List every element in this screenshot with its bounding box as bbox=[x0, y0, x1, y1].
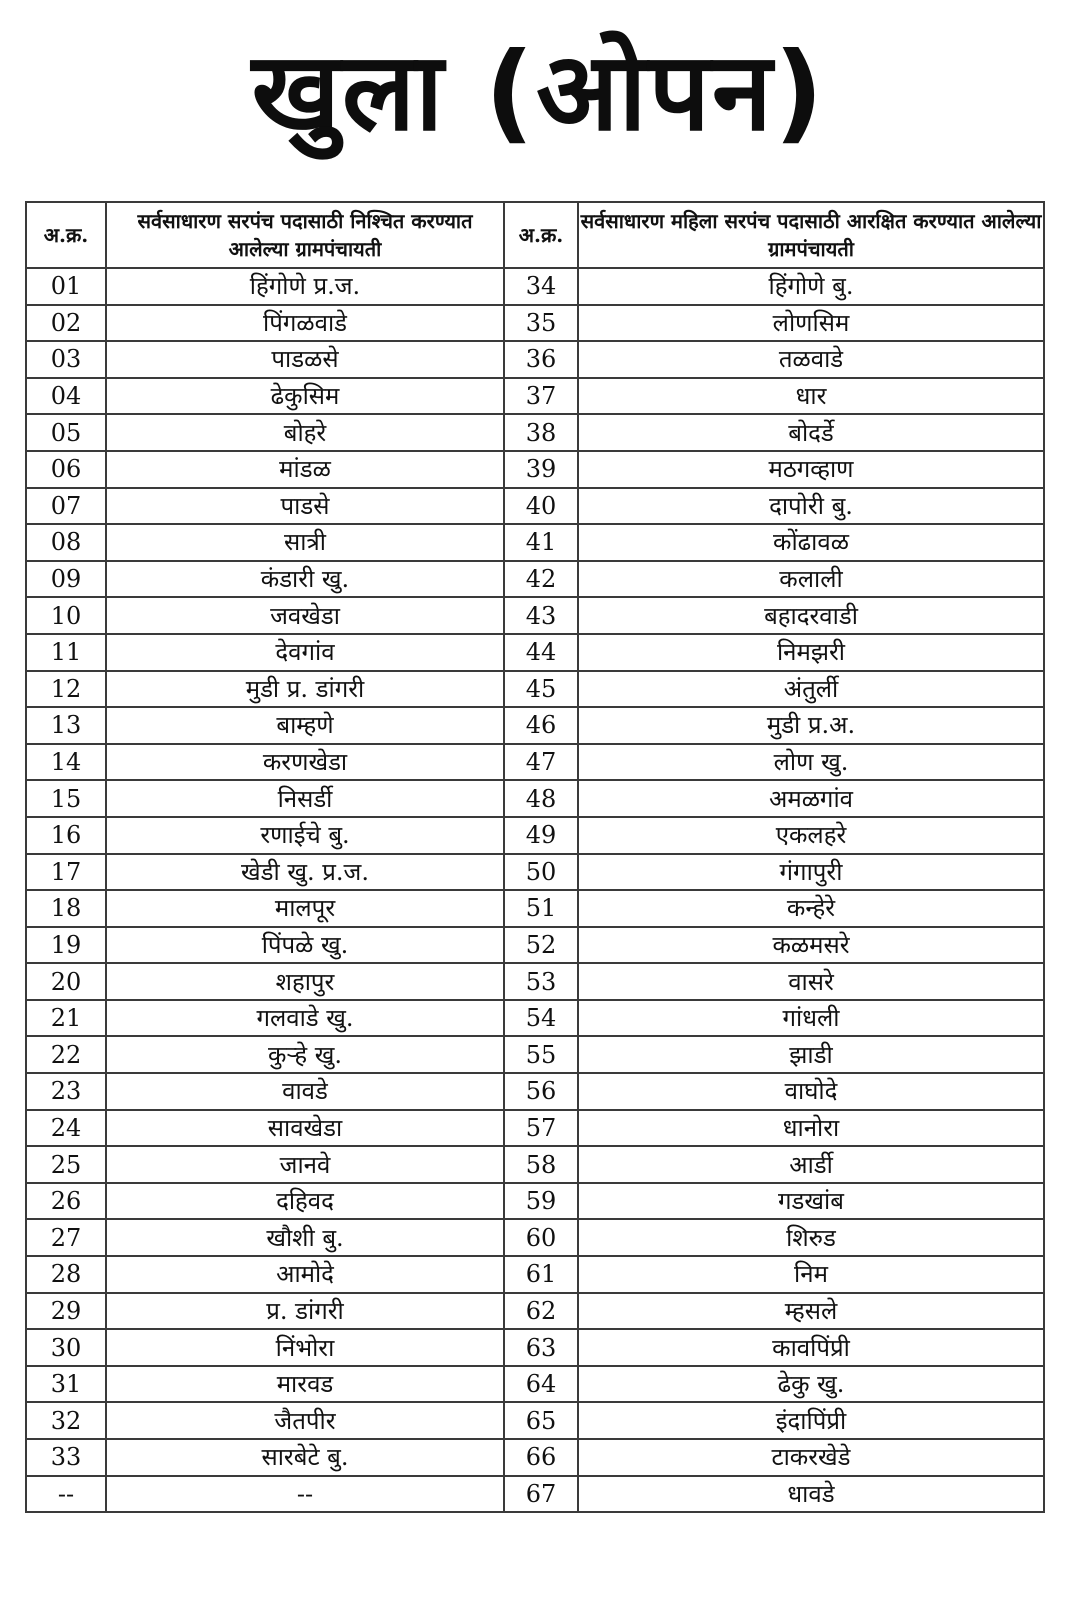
serial-left-cell: 30 bbox=[26, 1329, 106, 1366]
general-sarpanch-village-cell: प्र. डांगरी bbox=[106, 1293, 504, 1330]
serial-left-cell: 03 bbox=[26, 341, 106, 378]
table-row bbox=[26, 1110, 1044, 1147]
table-row bbox=[26, 378, 1044, 415]
general-sarpanch-village-cell: सावखेडा bbox=[106, 1110, 504, 1147]
women-sarpanch-village-cell: झाडी bbox=[578, 1036, 1044, 1073]
women-sarpanch-village-cell: आर्डी bbox=[578, 1146, 1044, 1183]
serial-right-cell: 54 bbox=[504, 1000, 578, 1037]
table-row bbox=[26, 707, 1044, 744]
table-row bbox=[26, 744, 1044, 781]
table-row bbox=[26, 268, 1044, 305]
table-row bbox=[26, 1366, 1044, 1403]
header-serial-right: अ.क्र. bbox=[504, 202, 578, 268]
serial-left-cell: 33 bbox=[26, 1439, 106, 1476]
table-row bbox=[26, 1256, 1044, 1293]
women-sarpanch-village-cell: वाघोदे bbox=[578, 1073, 1044, 1110]
serial-left-cell: 08 bbox=[26, 524, 106, 561]
general-sarpanch-village-cell: जैतपीर bbox=[106, 1402, 504, 1439]
serial-right-cell: 49 bbox=[504, 817, 578, 854]
general-sarpanch-village-cell: पिंपळे खु. bbox=[106, 927, 504, 964]
general-sarpanch-village-cell: देवगांव bbox=[106, 634, 504, 671]
serial-left-cell: 25 bbox=[26, 1146, 106, 1183]
serial-left-cell: 04 bbox=[26, 378, 106, 415]
table-row bbox=[26, 1402, 1044, 1439]
table-row bbox=[26, 963, 1044, 1000]
general-sarpanch-village-cell: आमोदे bbox=[106, 1256, 504, 1293]
serial-left-cell: 20 bbox=[26, 963, 106, 1000]
serial-left-cell: 10 bbox=[26, 597, 106, 634]
table-row bbox=[26, 780, 1044, 817]
serial-left-cell: 16 bbox=[26, 817, 106, 854]
table-row bbox=[26, 597, 1044, 634]
serial-right-cell: 46 bbox=[504, 707, 578, 744]
general-sarpanch-village-cell: मुडी प्र. डांगरी bbox=[106, 671, 504, 708]
table-row bbox=[26, 890, 1044, 927]
women-sarpanch-village-cell: अंतुर्ली bbox=[578, 671, 1044, 708]
women-sarpanch-village-cell: टाकरखेडे bbox=[578, 1439, 1044, 1476]
header-general-women-sarpanch: सर्वसाधारण महिला सरपंच पदासाठी आरक्षित करण्यात आलेल्या ग्रामपंचायती bbox=[578, 202, 1044, 268]
serial-left-cell: 01 bbox=[26, 268, 106, 305]
serial-right-cell: 57 bbox=[504, 1110, 578, 1147]
women-sarpanch-village-cell: मठगव्हाण bbox=[578, 451, 1044, 488]
table-body bbox=[26, 268, 1044, 1512]
women-sarpanch-village-cell: कन्हेरे bbox=[578, 890, 1044, 927]
serial-right-cell: 41 bbox=[504, 524, 578, 561]
table-row bbox=[26, 561, 1044, 598]
general-sarpanch-village-cell: पाडसे bbox=[106, 488, 504, 525]
table-row bbox=[26, 1219, 1044, 1256]
women-sarpanch-village-cell: बोदर्डे bbox=[578, 414, 1044, 451]
women-sarpanch-village-cell: बहादरवाडी bbox=[578, 597, 1044, 634]
serial-right-cell: 62 bbox=[504, 1293, 578, 1330]
gram-panchayat-table bbox=[25, 201, 1045, 1513]
serial-right-cell: 42 bbox=[504, 561, 578, 598]
serial-right-cell: 53 bbox=[504, 963, 578, 1000]
serial-right-cell: 67 bbox=[504, 1476, 578, 1513]
table-row bbox=[26, 1183, 1044, 1220]
serial-right-cell: 48 bbox=[504, 780, 578, 817]
serial-left-cell: 14 bbox=[26, 744, 106, 781]
general-sarpanch-village-cell: गलवाडे खु. bbox=[106, 1000, 504, 1037]
general-sarpanch-village-cell: वावडे bbox=[106, 1073, 504, 1110]
serial-left-cell: 31 bbox=[26, 1366, 106, 1403]
serial-right-cell: 61 bbox=[504, 1256, 578, 1293]
general-sarpanch-village-cell: सात्री bbox=[106, 524, 504, 561]
serial-left-cell: 11 bbox=[26, 634, 106, 671]
serial-right-cell: 58 bbox=[504, 1146, 578, 1183]
women-sarpanch-village-cell: हिंगोणे बु. bbox=[578, 268, 1044, 305]
general-sarpanch-village-cell: जानवे bbox=[106, 1146, 504, 1183]
women-sarpanch-village-cell: लोण खु. bbox=[578, 744, 1044, 781]
serial-left-cell: 09 bbox=[26, 561, 106, 598]
serial-left-cell: -- bbox=[26, 1476, 106, 1513]
general-sarpanch-village-cell: बोहरे bbox=[106, 414, 504, 451]
women-sarpanch-village-cell: कलाली bbox=[578, 561, 1044, 598]
serial-right-cell: 60 bbox=[504, 1219, 578, 1256]
serial-right-cell: 64 bbox=[504, 1366, 578, 1403]
header-general-sarpanch: सर्वसाधारण सरपंच पदासाठी निश्चित करण्यात आलेल्या ग्रामपंचायती bbox=[106, 202, 504, 268]
serial-right-cell: 37 bbox=[504, 378, 578, 415]
table-header-row bbox=[26, 202, 1044, 268]
table-row bbox=[26, 1036, 1044, 1073]
page-title: खुला (ओपन) bbox=[251, 30, 826, 155]
serial-right-cell: 35 bbox=[504, 305, 578, 342]
women-sarpanch-village-cell: गडखांब bbox=[578, 1183, 1044, 1220]
serial-right-cell: 43 bbox=[504, 597, 578, 634]
serial-left-cell: 29 bbox=[26, 1293, 106, 1330]
serial-left-cell: 28 bbox=[26, 1256, 106, 1293]
serial-left-cell: 27 bbox=[26, 1219, 106, 1256]
serial-left-cell: 13 bbox=[26, 707, 106, 744]
general-sarpanch-village-cell: खौशी बु. bbox=[106, 1219, 504, 1256]
serial-right-cell: 66 bbox=[504, 1439, 578, 1476]
women-sarpanch-village-cell: कळमसरे bbox=[578, 927, 1044, 964]
women-sarpanch-village-cell: शिरुड bbox=[578, 1219, 1044, 1256]
serial-left-cell: 26 bbox=[26, 1183, 106, 1220]
general-sarpanch-village-cell: बाम्हणे bbox=[106, 707, 504, 744]
general-sarpanch-village-cell: रणाईचे बु. bbox=[106, 817, 504, 854]
serial-left-cell: 19 bbox=[26, 927, 106, 964]
table-row bbox=[26, 1146, 1044, 1183]
general-sarpanch-village-cell: कंडारी खु. bbox=[106, 561, 504, 598]
serial-right-cell: 36 bbox=[504, 341, 578, 378]
serial-left-cell: 23 bbox=[26, 1073, 106, 1110]
table-row bbox=[26, 1073, 1044, 1110]
women-sarpanch-village-cell: म्हसले bbox=[578, 1293, 1044, 1330]
serial-right-cell: 38 bbox=[504, 414, 578, 451]
table-row bbox=[26, 634, 1044, 671]
table-row bbox=[26, 305, 1044, 342]
women-sarpanch-village-cell: इंदापिंप्री bbox=[578, 1402, 1044, 1439]
general-sarpanch-village-cell: खेडी खु. प्र.ज. bbox=[106, 854, 504, 891]
general-sarpanch-village-cell: -- bbox=[106, 1476, 504, 1513]
women-sarpanch-village-cell: तळवाडे bbox=[578, 341, 1044, 378]
women-sarpanch-village-cell: धावडे bbox=[578, 1476, 1044, 1513]
table-row bbox=[26, 488, 1044, 525]
serial-right-cell: 59 bbox=[504, 1183, 578, 1220]
general-sarpanch-village-cell: दहिवद bbox=[106, 1183, 504, 1220]
women-sarpanch-village-cell: मुडी प्र.अ. bbox=[578, 707, 1044, 744]
general-sarpanch-village-cell: सारबेटे बु. bbox=[106, 1439, 504, 1476]
women-sarpanch-village-cell: ढेकु खु. bbox=[578, 1366, 1044, 1403]
serial-right-cell: 39 bbox=[504, 451, 578, 488]
serial-left-cell: 24 bbox=[26, 1110, 106, 1147]
women-sarpanch-village-cell: वासरे bbox=[578, 963, 1044, 1000]
general-sarpanch-village-cell: ढेकुसिम bbox=[106, 378, 504, 415]
general-sarpanch-village-cell: निसर्डी bbox=[106, 780, 504, 817]
women-sarpanch-village-cell: निम bbox=[578, 1256, 1044, 1293]
serial-right-cell: 63 bbox=[504, 1329, 578, 1366]
serial-left-cell: 18 bbox=[26, 890, 106, 927]
general-sarpanch-village-cell: करणखेडा bbox=[106, 744, 504, 781]
table-row bbox=[26, 817, 1044, 854]
serial-left-cell: 06 bbox=[26, 451, 106, 488]
women-sarpanch-village-cell: अमळगांव bbox=[578, 780, 1044, 817]
serial-right-cell: 50 bbox=[504, 854, 578, 891]
table-row bbox=[26, 1476, 1044, 1513]
table-row bbox=[26, 451, 1044, 488]
serial-left-cell: 15 bbox=[26, 780, 106, 817]
serial-right-cell: 55 bbox=[504, 1036, 578, 1073]
general-sarpanch-village-cell: मालपूर bbox=[106, 890, 504, 927]
serial-left-cell: 21 bbox=[26, 1000, 106, 1037]
table-row bbox=[26, 524, 1044, 561]
women-sarpanch-village-cell: एकलहरे bbox=[578, 817, 1044, 854]
general-sarpanch-village-cell: पाडळसे bbox=[106, 341, 504, 378]
table-row bbox=[26, 1439, 1044, 1476]
serial-right-cell: 51 bbox=[504, 890, 578, 927]
general-sarpanch-village-cell: मारवड bbox=[106, 1366, 504, 1403]
general-sarpanch-village-cell: कुऱ्हे खु. bbox=[106, 1036, 504, 1073]
serial-left-cell: 12 bbox=[26, 671, 106, 708]
general-sarpanch-village-cell: पिंगळवाडे bbox=[106, 305, 504, 342]
general-sarpanch-village-cell: शहापुर bbox=[106, 963, 504, 1000]
serial-right-cell: 56 bbox=[504, 1073, 578, 1110]
women-sarpanch-village-cell: कावपिंप्री bbox=[578, 1329, 1044, 1366]
table-row bbox=[26, 1329, 1044, 1366]
header-serial-left: अ.क्र. bbox=[26, 202, 106, 268]
table-row bbox=[26, 1000, 1044, 1037]
serial-left-cell: 32 bbox=[26, 1402, 106, 1439]
serial-right-cell: 40 bbox=[504, 488, 578, 525]
serial-right-cell: 47 bbox=[504, 744, 578, 781]
table-row bbox=[26, 341, 1044, 378]
women-sarpanch-village-cell: गांधली bbox=[578, 1000, 1044, 1037]
table-row bbox=[26, 927, 1044, 964]
serial-right-cell: 44 bbox=[504, 634, 578, 671]
women-sarpanch-village-cell: कोंढावळ bbox=[578, 524, 1044, 561]
general-sarpanch-village-cell: निंभोरा bbox=[106, 1329, 504, 1366]
table-row bbox=[26, 854, 1044, 891]
serial-left-cell: 07 bbox=[26, 488, 106, 525]
women-sarpanch-village-cell: लोणसिम bbox=[578, 305, 1044, 342]
serial-right-cell: 45 bbox=[504, 671, 578, 708]
serial-right-cell: 52 bbox=[504, 927, 578, 964]
women-sarpanch-village-cell: धार bbox=[578, 378, 1044, 415]
table-row bbox=[26, 1293, 1044, 1330]
serial-right-cell: 65 bbox=[504, 1402, 578, 1439]
serial-left-cell: 02 bbox=[26, 305, 106, 342]
general-sarpanch-village-cell: जवखेडा bbox=[106, 597, 504, 634]
table-row bbox=[26, 671, 1044, 708]
serial-left-cell: 17 bbox=[26, 854, 106, 891]
serial-left-cell: 22 bbox=[26, 1036, 106, 1073]
general-sarpanch-village-cell: हिंगोणे प्र.ज. bbox=[106, 268, 504, 305]
general-sarpanch-village-cell: मांडळ bbox=[106, 451, 504, 488]
serial-left-cell: 05 bbox=[26, 414, 106, 451]
serial-right-cell: 34 bbox=[504, 268, 578, 305]
women-sarpanch-village-cell: गंगापुरी bbox=[578, 854, 1044, 891]
women-sarpanch-village-cell: धानोरा bbox=[578, 1110, 1044, 1147]
women-sarpanch-village-cell: दापोरी बु. bbox=[578, 488, 1044, 525]
women-sarpanch-village-cell: निमझरी bbox=[578, 634, 1044, 671]
table-row bbox=[26, 414, 1044, 451]
